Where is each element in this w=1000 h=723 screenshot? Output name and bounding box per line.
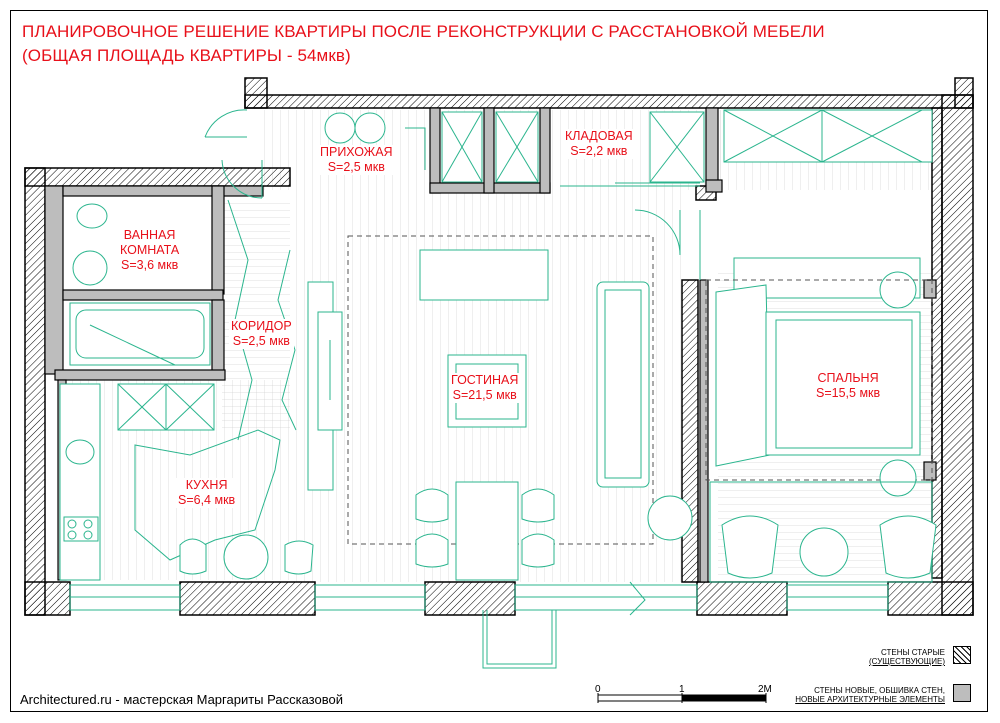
- corridor-name: КОРИДОР: [231, 319, 292, 333]
- legend-old-walls-swatch: [953, 646, 971, 664]
- room-label-bedroom: [814, 371, 882, 401]
- bathroom-name-2: КОМНАТА: [120, 243, 180, 257]
- room-label-living: [449, 373, 520, 403]
- plan-title: ПЛАНИРОВОЧНОЕ РЕШЕНИЕ КВАРТИРЫ ПОСЛЕ РЕКОНСТРУКЦИИ С РАССТАНОВКОЙ МЕБЕЛИ: [22, 22, 825, 41]
- scale-label-1: 1: [679, 684, 685, 695]
- bathroom-name-1: ВАННАЯ: [123, 228, 176, 242]
- room-label-kitchen: [176, 478, 237, 508]
- room-label-hall: [318, 145, 395, 175]
- legend-old-walls: [869, 648, 945, 666]
- legend-new-walls-line2: НОВЫЕ АРХИТЕКТУРНЫЕ ЭЛЕМЕНТЫ: [795, 695, 945, 704]
- studio-credit: Architectured.ru - мастерская Маргариты Рассказовой: [20, 692, 343, 707]
- bedroom-name: СПАЛЬНЯ: [817, 371, 879, 385]
- kitchen-name: КУХНЯ: [185, 478, 228, 492]
- legend-old-walls-line2: (СУЩЕСТВУЮЩИЕ): [869, 657, 945, 666]
- legend-new-walls-line1: СТЕНЫ НОВЫЕ, ОБШИВКА СТЕН,: [814, 686, 945, 695]
- scale-label-2: 2M: [758, 684, 772, 695]
- room-label-bathroom: [118, 228, 181, 273]
- legend-new-walls: [795, 686, 945, 704]
- hall-area: S=2,5 мкв: [327, 160, 385, 174]
- room-label-corridor: [229, 319, 294, 349]
- room-label-pantry: [563, 129, 635, 159]
- scale-label-0: 0: [595, 684, 601, 695]
- legend-old-walls-line1: СТЕНЫ СТАРЫЕ: [880, 648, 945, 657]
- corridor-area: S=2,5 мкв: [232, 334, 290, 348]
- pantry-name: КЛАДОВАЯ: [565, 129, 633, 143]
- living-area: S=21,5 мкв: [452, 388, 517, 402]
- bedroom-area: S=15,5 мкв: [816, 386, 881, 400]
- pantry-area: S=2,2 мкв: [570, 144, 628, 158]
- living-name: ГОСТИНАЯ: [451, 373, 519, 387]
- plan-subtitle: (ОБЩАЯ ПЛОЩАДЬ КВАРТИРЫ - 54мкв): [22, 46, 351, 65]
- hall-name: ПРИХОЖАЯ: [320, 145, 393, 159]
- legend-new-walls-swatch: [953, 684, 971, 702]
- kitchen-area: S=6,4 мкв: [178, 493, 236, 507]
- bathroom-area: S=3,6 мкв: [121, 258, 179, 272]
